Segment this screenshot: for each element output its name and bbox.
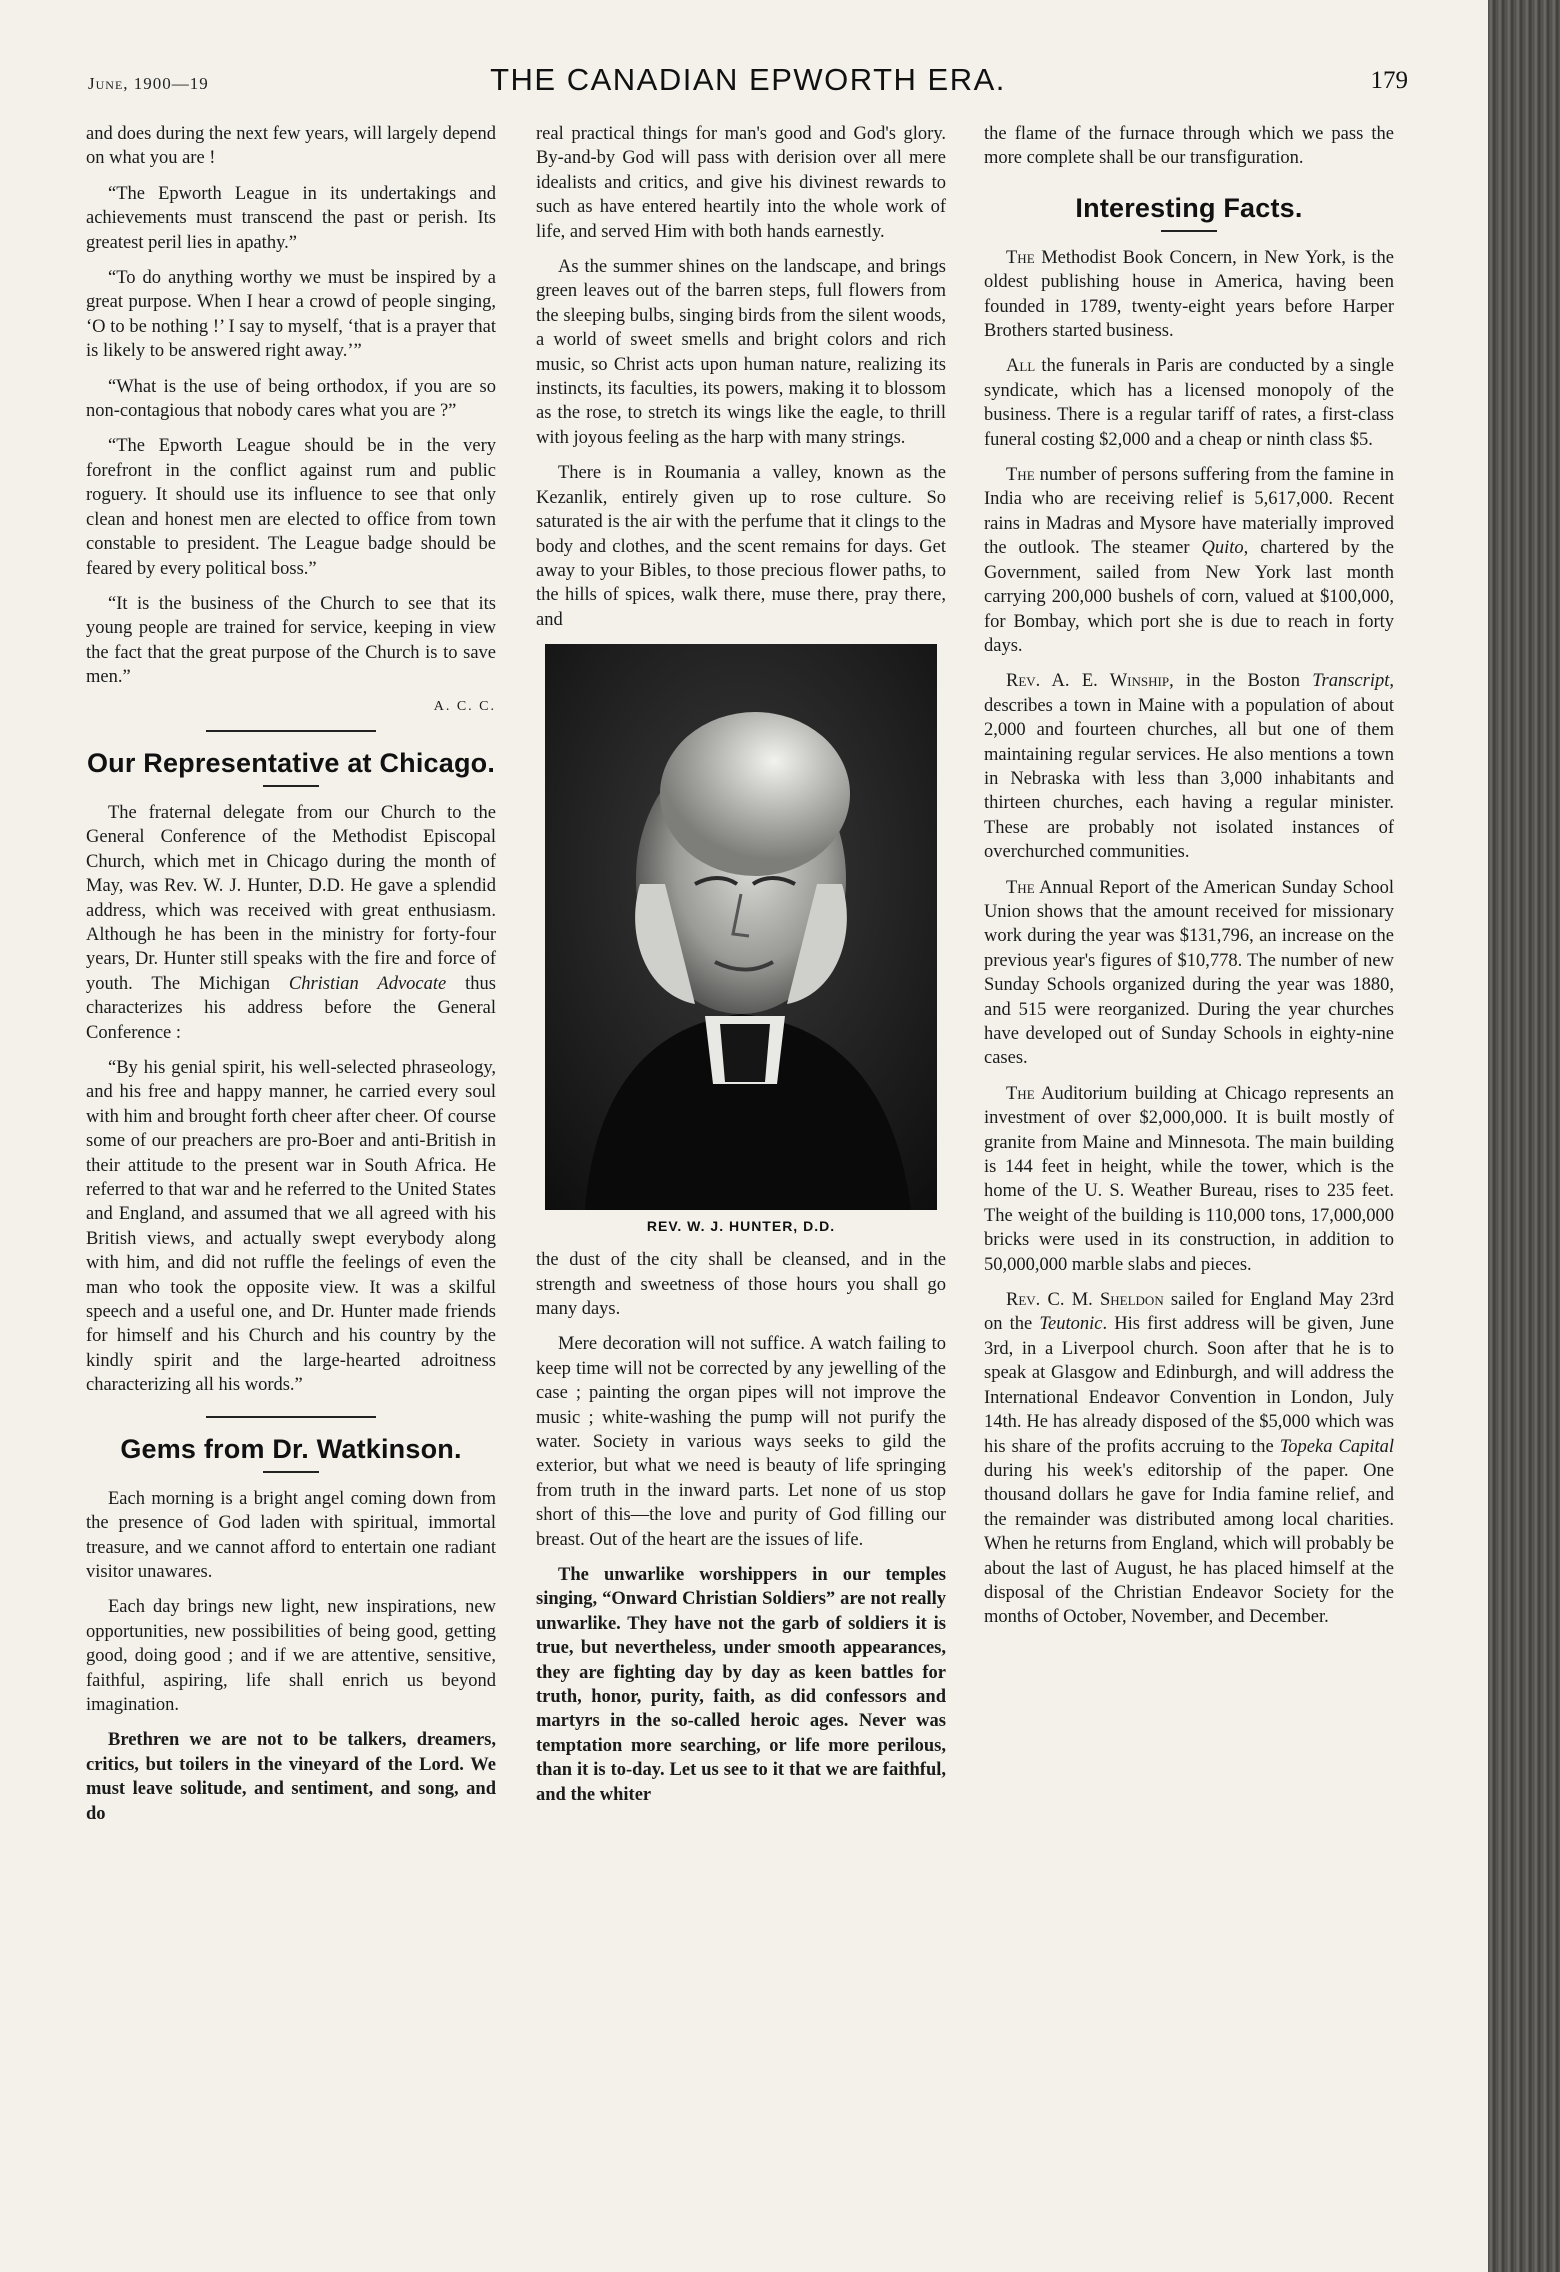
fact-paragraph: The Annual Report of the American Sunday School Union shows that the amount received for missionary work during the year was $131,796, an increase on the previous year's figures of $10,778. The number of new Sunday Schools organized during the year was 1880, and 515 were reorganized. During the year churches have developed out of Sunday Schools in eighty-nine cases. bbox=[984, 877, 1394, 1069]
issue-date: June, 1900—19 bbox=[88, 74, 209, 93]
fact-paragraph: Rev. C. M. Sheldon sailed for England May 23rd on the Teutonic. His first address will be given, June 3rd, in a Liverpool church. Soon after that he is to speak at Glasgow and Edinburgh, and will address the International Endeavor Convention in London, July 14th. He has already disposed of the $5,000 which was his share of the profits accruing to the Topeka Capital during his week's editorship of the paper. One thousand dollars he gave for India famine relief, and the remainder was distributed among local charities. When he returns from England, which will probably be about the last of August, he has placed himself at the disposal of the Christian Endeavor Society for the months of October, November, and December. bbox=[984, 1290, 1395, 1628]
signature: A. C. C. bbox=[433, 698, 496, 714]
section-divider bbox=[206, 1416, 376, 1418]
paragraph: real practical things for man's good and God's glory. By-and-by God will pass with derision over all mere idealists and critics, and give his divinest rewards to such as have entered heartily into the whole work of life, and served Him with both hands earnestly. bbox=[536, 124, 946, 242]
column-middle bbox=[536, 122, 946, 1818]
paragraph: “By his genial spirit, his well-selected phraseology, and his free and happy manner, he carried every soul with him and brought forth cheer after cheer. Of course some of our preachers are pro-Boer and anti-British in their attitude to the present war in South Africa. He referred to that war and he referred to the United States and England, and assumed that we all agreed with his British views, and actually swept everybody along with him, and did not ruffle the feelings of even the man who took the opposite view. It was a skilful speech and a useful one, and Dr. Hunter made friends for himself and his Church and his country by the kindly spirit and the large-hearted adroitness characterizing all his words.” bbox=[86, 1058, 496, 1396]
paragraph: The fraternal delegate from our Church to the General Conference of the Methodist Episcopal Church, which met in Chicago during the month of May, was Rev. W. J. Hunter, D.D. He gave a splendid address, which was received with great enthusiasm. Although he has been in the ministry for forty-four years, Dr. Hunter still speaks with the fire and force of youth. The Michigan Christian Advocate thus characterizes his address before the General Conference : bbox=[86, 802, 496, 1043]
ship-name: Quito bbox=[1201, 538, 1244, 559]
heading-rule bbox=[263, 1471, 319, 1473]
portrait-photo bbox=[545, 644, 937, 1210]
fact-paragraph: All the funerals in Paris are conducted by a single syndicate, which has a licensed monopoly of the business. There is a regular tariff of rates, a first-class funeral costing $2,000 and a cheap or ninth class $5. bbox=[984, 356, 1394, 450]
paragraph: “The Epworth League should be in the very forefront in the conflict against rum and public roguery. It should use its influence to see that only clean and honest men are elected to office from town constable to president. The League badge should be feared by every political boss.” bbox=[86, 436, 496, 579]
paragraph: As the summer shines on the landscape, and brings green leaves out of the barren steps, full flowers from the sleeping bulbs, singing birds from the silent woods, a world of sweet smells and bright colors and rich music, so Christ acts upon human nature, realizing its instincts, its faculties, its powers, making it to blossom as the rose, to stretch its wings like the eagle, to thrill with joyous feeling as the harp with many strings. bbox=[536, 257, 946, 448]
fact-paragraph: The Auditorium building at Chicago represents an investment of over $2,000,000. It is built mostly of granite from Maine and Minnesota. The main building is 144 feet in height, while the tower, which is the home of the U. S. Weather Bureau, rises to 235 feet. The weight of the building is 110,000 tons, 17,000,000 bricks were used in its construction, in addition to 50,000,000 marble slabs and pieces. bbox=[984, 1083, 1394, 1275]
fact-paragraph: Rev. A. E. Winship, in the Boston Transcript, describes a town in Maine with a population of about 2,000 and fourteen churches, all but one of them maintaining regular services. He also mentions a town in Nebraska with less than 3,000 inhabitants and thirteen churches, each having a regular minister. These are probably not isolated instances of overchurched communities. bbox=[984, 671, 1394, 863]
page-number: 179 bbox=[1370, 67, 1408, 94]
paragraph: and does during the next few years, will largely depend on what you are ! bbox=[86, 124, 496, 169]
portrait-image bbox=[545, 644, 937, 1210]
heading-rule bbox=[1161, 230, 1217, 232]
fact-paragraph: The number of persons suffering from the famine in India who are receiving relief is 5,617,000. Recent rains in Madras and Mysore have materially improved the outlook. The steamer Quito, chartered by the Government, sailed from New York last month carrying 200,000 bushels of corn, valued at $100,000, for Bombay, which port she is due to reach in forty days. bbox=[984, 465, 1394, 656]
paragraph: Mere decoration will not suffice. A watch failing to keep time will not be corrected by any jewelling of the case ; painting the organ pipes will not improve the music ; white-washing the pump will not purify the water. Society in various ways seeks to gild the exterior, but what we need is beauty of life springing from truth in the inward parts. Let none of us stop short of this—the love and purity of God filling our breast. Out of the heart are the issues of life. bbox=[536, 1334, 946, 1550]
paragraph: “What is the use of being orthodox, if you are so non-contagious that nobody cares what you are ?” bbox=[86, 376, 496, 422]
heading-rule bbox=[263, 785, 319, 787]
ship-name: Teutonic bbox=[1039, 1314, 1103, 1335]
photo-caption: REV. W. J. HUNTER, D.D. bbox=[646, 1218, 836, 1235]
article-heading: Gems from Dr. Watkinson. bbox=[120, 1433, 462, 1464]
paragraph: “To do anything worthy we must be inspired by a great purpose. When I hear a crowd of people singing, ‘O to be nothing !’ I say to myself, ‘that is a prayer that is likely to be answered right away.’” bbox=[86, 268, 496, 362]
column-right bbox=[984, 122, 1394, 1641]
paragraph: Brethren we are not to be talkers, dreamers, critics, but toilers in the vineyard of the Lord. We must leave solitude, and sentiment, and song, and do bbox=[86, 1730, 496, 1824]
paragraph: the dust of the city shall be cleansed, and in the strength and sweetness of those hours you shall go many days. bbox=[536, 1250, 946, 1319]
paragraph: The unwarlike worshippers in our temples singing, “Onward Christian Soldiers” are not really unwarlike. They have not the garb of soldiers it is true, but nevertheless, under smooth appearances, they are fighting day by day as keen battles for truth, honor, purity, faith, as did confessors and martyrs in the so-called heroic ages. Never was temptation more searching, or life more perilous, than it is to-day. Let us see to it that we are faithful, and the whiter bbox=[536, 1565, 946, 1805]
section-divider bbox=[206, 730, 376, 732]
paragraph: “The Epworth League in its undertakings and achievements must transcend the past or perish. Its greatest peril lies in apathy.” bbox=[86, 183, 496, 253]
article-heading: Interesting Facts. bbox=[1075, 192, 1303, 223]
paragraph: “It is the business of the Church to see that its young people are trained for service, keeping in view the fact that the great purpose of the Church is to save men.” bbox=[86, 593, 496, 688]
book-spine bbox=[1488, 0, 1560, 2272]
fact-paragraph: The Methodist Book Concern, in New York, is the oldest publishing house in America, having been founded in 1789, twenty-eight years before Harper Brothers started business. bbox=[984, 247, 1394, 342]
running-header bbox=[88, 62, 1408, 102]
publication-name: Topeka Capital bbox=[1279, 1436, 1395, 1457]
article-heading: Our Representative at Chicago. bbox=[86, 747, 496, 778]
publication-name: Christian Advocate bbox=[288, 973, 447, 994]
paragraph: There is in Roumania a valley, known as the Kezanlik, entirely given up to rose culture. So saturated is the air with the perfume that it clings to the body and clothes, and the scent remains for days. Get away to your Bibles, to those precious flower paths, to the hills of spices, walk there, muse there, pray there, and bbox=[536, 463, 946, 630]
paragraph: Each morning is a bright angel coming down from the presence of God laden with spiritual, immortal treasure, and we cannot afford to entertain one radiant visitor unawares. bbox=[86, 1488, 496, 1582]
paragraph: the flame of the furnace through which we pass the more complete shall be our transfiguration. bbox=[984, 124, 1394, 169]
publication-name: Transcript bbox=[1312, 671, 1390, 692]
column-left bbox=[86, 122, 496, 1837]
paragraph: Each day brings new light, new inspirations, new opportunities, new possibilities of being good, getting good, doing good ; and if we are attentive, sensitive, faithful, aspiring, life shall enrich us beyond imagination. bbox=[86, 1597, 496, 1715]
publication-title: THE CANADIAN EPWORTH ERA. bbox=[490, 62, 1006, 97]
